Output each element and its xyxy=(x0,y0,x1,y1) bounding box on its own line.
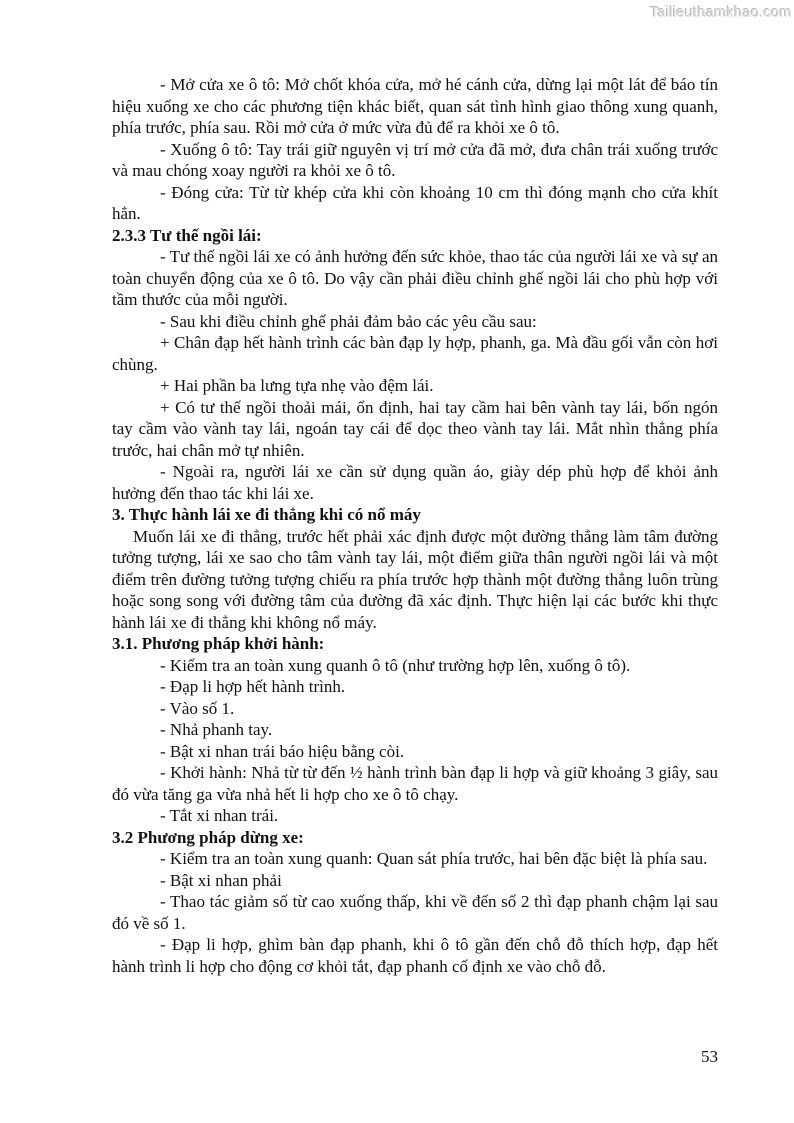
paragraph: - Tư thế ngồi lái xe có ảnh hưởng đến sức khỏe, thao tác của người lái xe và sự an toàn chuyển động của xe ô tô. Do vậy cần phải điều chỉnh ghế ngồi lái cho phù hợp với tầm thước của mỗi người. xyxy=(112,247,718,309)
paragraph: - Đạp li hợp hết hành trình. xyxy=(160,677,346,696)
paragraph: - Đóng cửa: Từ từ khép cửa khi còn khoảng 10 cm thì đóng mạnh cho cửa khít hẳn. xyxy=(112,182,718,223)
paragraph: - Vào số 1. xyxy=(160,698,235,718)
paragraph: - Kiểm tra an toàn xung quanh ô tô (như trường hợp lên, xuống ô tô). xyxy=(160,655,631,675)
site-watermark: Tailieuthamkhao.com xyxy=(650,5,792,21)
paragraph: - Sau khi điều chỉnh ghế phải đảm bảo các yêu cầu sau: xyxy=(160,311,537,331)
paragraph: - Bật xi nhan phải xyxy=(160,870,282,890)
paragraph: - Thao tác giảm số từ cao xuống thấp, khi về đến số 2 thì đạp phanh chậm lại sau đó về số 1. xyxy=(112,892,718,933)
paragraph: - Tắt xi nhan trái. xyxy=(160,806,279,825)
section-heading: 3.2 Phương pháp dừng xe: xyxy=(112,827,304,847)
document-body xyxy=(112,74,718,977)
paragraph: - Đạp li hợp, ghìm bàn đạp phanh, khi ô tô gần đến chỗ đỗ thích hợp, đạp hết hành trình li hợp cho động cơ khỏi tắt, đạp phanh cố định xe vào chỗ đỗ. xyxy=(112,935,718,976)
paragraph: + Chân đạp hết hành trình các bàn đạp ly hợp, phanh, ga. Mà đầu gối vẫn còn hơi chùng. xyxy=(112,333,718,374)
paragraph: Muốn lái xe đi thẳng, trước hết phải xác định được một đường thẳng làm tâm đường tưởng tượng, lái xe sao cho tâm vành tay lái, một điểm giữa thân người ngồi lái và một điểm trên đường tưởng tượng chiếu ra phía trước hợp thành một đường thẳng luôn trùng hoặc song song với đường tâm của đường đã xác định. Thực hiện lại các bước khi thực hành lái xe đi thẳng khi không nổ máy. xyxy=(112,526,718,632)
section-heading: 3.1. Phương pháp khởi hành: xyxy=(112,634,325,653)
paragraph: - Kiểm tra an toàn xung quanh: Quan sát phía trước, hai bên đặc biệt là phía sau. xyxy=(160,849,708,868)
paragraph: - Bật xi nhan trái báo hiệu bằng còi. xyxy=(160,741,405,761)
paragraph: - Xuống ô tô: Tay trái giữ nguyên vị trí mở cửa đã mở, đưa chân trái xuống trước và mau chóng xoay người ra khỏi xe ô tô. xyxy=(112,139,718,180)
paragraph: - Nhả phanh tay. xyxy=(160,720,273,739)
paragraph: + Hai phần ba lưng tựa nhẹ vào đệm lái. xyxy=(160,376,434,395)
section-heading: 2.3.3 Tư thế ngồi lái: xyxy=(112,225,262,245)
paragraph: - Mở cửa xe ô tô: Mở chốt khóa cửa, mở hé cánh cửa, dừng lại một lát để báo tín hiệu xuống xe cho các phương tiện khác biết, quan sát tình hình giao thông xung quanh, phía trước, phía sau. Rồi mở cửa ở mức vừa đủ để ra khỏi xe ô tô. xyxy=(112,75,718,137)
page-number: 53 xyxy=(701,1047,718,1066)
paragraph: + Có tư thế ngồi thoải mái, ổn định, hai tay cầm hai bên vành tay lái, bốn ngón tay cầm vào vành tay lái, ngoán tay cái để dọc theo vành tay lái. Mắt nhìn thẳng phía trước, hai chân mở tự nhiên. xyxy=(112,397,718,460)
paragraph: - Khởi hành: Nhả từ từ đến ½ hành trình bàn đạp li hợp và giữ khoảng 3 giây, sau đó vừa tăng ga vừa nhả hết li hợp cho xe ô tô chạy. xyxy=(112,763,718,804)
paragraph: - Ngoài ra, người lái xe cần sử dụng quần áo, giày dép phù hợp để khỏi ảnh hưởng đến thao tác khi lái xe. xyxy=(112,462,718,503)
section-heading: 3. Thực hành lái xe đi thẳng khi có nổ máy xyxy=(112,505,421,524)
